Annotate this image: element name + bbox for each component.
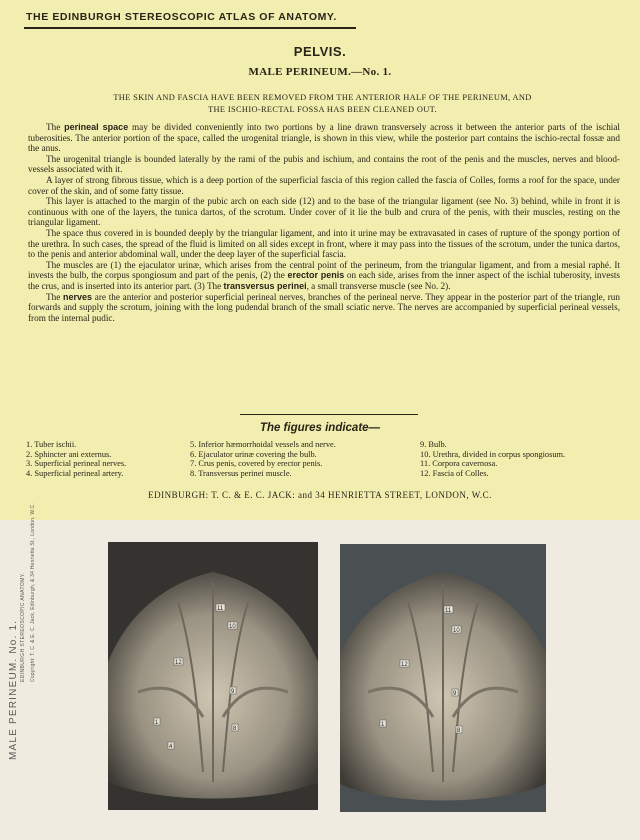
stereo-photo-left bbox=[108, 542, 318, 810]
card-side-title: MALE PERINEUM. No. 1. bbox=[8, 619, 19, 760]
svg-text:12: 12 bbox=[175, 660, 182, 666]
paragraph-space-covered: The space thus covered in is bounded deeply by the triangular ligament, and into it urine may be extravasated in cases of rupture of the spongy portion of the urethra. In such cases, the spread of the fluid is limited on all sides except in front, where it may pass into the tissues of the scrotum, under the tunica dartos, to the penis and anterior abdominal wall, under the deep layer of the superficial fascia. bbox=[28, 227, 620, 260]
legend-item: 4. Superficial perineal artery. bbox=[26, 468, 124, 478]
dissection-photo-right bbox=[340, 544, 546, 812]
atlas-header bbox=[16, 6, 348, 28]
bold-term: perineal space bbox=[64, 122, 129, 132]
text-run: are the anterior and posterior superficial perineal nerves, branches of the perineal nerve. They appear in the posterior part of the triangle, run forwards and supply the scrotum, joining with the long pudendal branch of the small sciatic nerve. The nerves are accompanied by superficial perineal vessels, from the internal pudic. bbox=[28, 291, 620, 323]
header-rule bbox=[24, 27, 356, 29]
page-title: PELVIS. bbox=[293, 44, 347, 59]
svg-text:10: 10 bbox=[453, 628, 460, 634]
figures-heading: The figures indicate— bbox=[259, 422, 381, 434]
svg-text:8: 8 bbox=[233, 726, 237, 732]
preparation-note-line-2: THE ISCHIO-RECTAL FOSSA HAS BEEN CLEANED OUT. bbox=[208, 104, 437, 114]
svg-text:11: 11 bbox=[217, 606, 224, 612]
svg-text:12: 12 bbox=[401, 662, 408, 668]
text-run: may be divided conveniently into two portions by a line drawn transversely across it between the anterior parts of the ischial tuberosities. The anterior portion of the space, called the urogenital triangle, is shown in this view, while the posterior part contains the ischio-rectal fossæ and the anus. bbox=[28, 122, 620, 154]
svg-text:8: 8 bbox=[457, 728, 461, 734]
svg-text:9: 9 bbox=[231, 689, 235, 695]
svg-text:4: 4 bbox=[169, 744, 173, 750]
text-run: on each side, arises from the inner aspect of the ischial tuberosity, invests the crus, and is inserted into its anterior part. (3) The bbox=[28, 270, 620, 291]
paragraph-nerves bbox=[28, 292, 620, 324]
paragraph-urogenital-triangle: The urogenital triangle is bounded laterally by the rami of the pubis and ischium, and contains the root of the penis and the muscles, nerves and blood-vessels associated with it. bbox=[28, 153, 620, 175]
bold-term: nerves bbox=[63, 291, 93, 302]
legend-item: 12. Fascia of Colles. bbox=[420, 468, 489, 478]
legend-item: 6. Ejaculator urinæ covering the bulb. bbox=[190, 449, 317, 459]
svg-text:9: 9 bbox=[453, 691, 457, 697]
bold-term: transversus perinei bbox=[223, 280, 307, 291]
legend-item: 8. Transversus perinei muscle. bbox=[190, 468, 292, 478]
svg-text:1: 1 bbox=[381, 722, 385, 728]
page-subtitle: MALE PERINEUM.—No. 1. bbox=[248, 66, 392, 78]
section-divider bbox=[240, 414, 418, 415]
text-run: , a small transverse muscle (see No. 2). bbox=[306, 280, 451, 291]
preparation-note bbox=[30, 92, 615, 115]
paragraph-layer-attachment: This layer is attached to the margin of the pubic arch on each side (12) and to the base of the triangular ligament (see No. 3) behind, while in front it is continuous with one of the layers, the tunica dartos, of the scrotum. Under cover of it lie the bulb and crura of the penis, with their muscles, resting on the triangular ligament. bbox=[28, 196, 620, 228]
stereo-photo-right bbox=[340, 544, 546, 812]
svg-text:11: 11 bbox=[445, 608, 452, 614]
text-run: The bbox=[46, 291, 64, 302]
card-side-series: EDINBURGH STEREOSCOPIC ANATOMY. bbox=[20, 572, 26, 682]
bold-term: erector penis bbox=[287, 270, 345, 281]
publisher-line: EDINBURGH: T. C. & E. C. JACK: and 34 HENRIETTA STREET, LONDON, W.C. bbox=[148, 490, 492, 500]
legend-item: 2. Sphincter ani externus. bbox=[26, 449, 112, 459]
text-run: The bbox=[46, 122, 65, 132]
legend-item: 9. Bulb. bbox=[420, 440, 447, 449]
text-run: The muscles are (1) the ejaculator urinæ, which arises from the central point of the perineum, from the triangular ligament, and from a mesial raphé. It invests the bulb, the corpus spongiosum and part of the penis, (2) the bbox=[28, 259, 620, 281]
paragraph-muscles bbox=[28, 260, 620, 292]
legend-item: 5. Inferior hæmorrhoidal vessels and nerve. bbox=[190, 440, 336, 449]
preparation-note-line-1: THE SKIN AND FASCIA HAVE BEEN REMOVED FROM THE ANTERIOR HALF OF THE PERINEUM, AND bbox=[113, 93, 532, 102]
card-side-copyright: Copyright: T. C. & E. C. Jack, Edinburgh, & 34 Henrietta St., London, W.C. bbox=[30, 503, 36, 682]
atlas-header-text: THE EDINBURGH STEREOSCOPIC ATLAS OF ANATOMY. bbox=[26, 11, 337, 23]
svg-text:10: 10 bbox=[229, 624, 236, 630]
legend-item: 10. Urethra, divided in corpus spongiosum. bbox=[420, 449, 566, 459]
legend-item: 7. Crus penis, covered by erector penis. bbox=[190, 459, 323, 469]
legend-column-1 bbox=[26, 440, 126, 478]
legend-item: 3. Superficial perineal nerves. bbox=[26, 459, 127, 469]
legend-item: 11. Corpora cavernosa. bbox=[420, 459, 498, 469]
paragraph-perineal-space bbox=[28, 122, 620, 154]
legend-column-2 bbox=[190, 440, 336, 478]
body-text bbox=[28, 122, 620, 323]
svg-text:1: 1 bbox=[155, 720, 159, 726]
paragraph-fascia-colles: A layer of strong fibrous tissue, which is a deep portion of the superficial fascia of this region called the fascia of Colles, forms a roof for the space, under cover of the skin, and of some fatty tissue. bbox=[28, 174, 620, 196]
legend-column-3 bbox=[420, 440, 565, 478]
dissection-photo-left bbox=[108, 542, 318, 810]
legend-item: 1. Tuber ischii. bbox=[26, 440, 77, 449]
